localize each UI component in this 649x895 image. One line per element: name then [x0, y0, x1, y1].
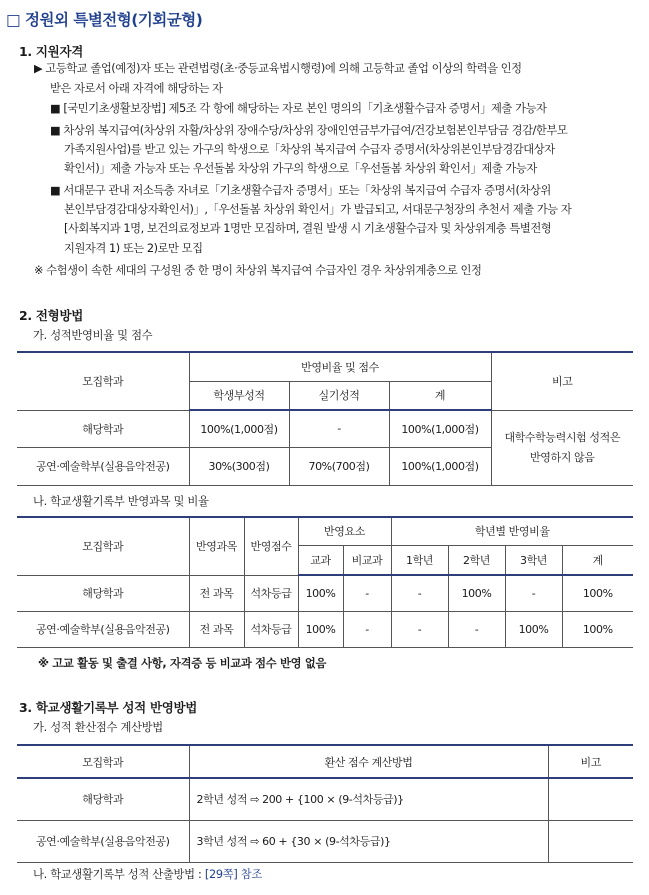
qualification-bullet-2-line1: ■ 차상위 복지급여(차상위 자활/차상위 장애수당/차상위 장애인연금부가급여/건강보험본인부담금 경감/한부모	[50, 124, 568, 137]
qualification-note: ※ 수험생이 속한 세대의 구성원 중 한 명이 차상위 복지급여 수급자인 경우 차상위계층으로 인정	[34, 264, 482, 277]
col-header-practical: 실기성적	[289, 381, 389, 410]
col-header-dept: 모집학과	[17, 745, 189, 778]
col-header-grade-ratio: 학년별 반영비율	[391, 517, 633, 545]
table-row	[17, 611, 633, 647]
col-header-dept: 모집학과	[17, 352, 189, 410]
record-cell: 100%(1,000점)	[189, 410, 289, 447]
score-cell: 석차등급	[244, 575, 298, 611]
col-header-score: 반영점수	[244, 517, 298, 575]
col-header-dept: 모집학과	[17, 517, 189, 575]
dept-cell: 공연·예술학부(실용음악전공)	[17, 611, 189, 647]
table-row	[17, 820, 633, 862]
col-header-record: 학생부성적	[189, 381, 289, 410]
note-cell	[548, 778, 633, 820]
col-header-nonsubject: 비교과	[343, 545, 391, 575]
col-header-sum: 계	[562, 545, 633, 575]
table-row	[17, 575, 633, 611]
score-ratio-table	[17, 351, 633, 486]
subject-cell: 100%	[298, 575, 343, 611]
page-reference-link[interactable]: [29쪽] 참조	[204, 868, 262, 881]
section-2-note: ※ 고교 활동 및 출결 사항, 자격증 등 비교과 점수 반영 없음	[38, 657, 327, 670]
section-3-sub-a: 가. 성적 환산점수 계산방법	[33, 721, 163, 734]
col-header-subject: 교과	[298, 545, 343, 575]
record-subject-table	[17, 516, 633, 648]
section-3-sub-b-label: 나. 학교생활기록부 성적 산출방법 :	[33, 868, 205, 881]
section-2-sub-b: 나. 학교생활기록부 반영과목 및 비율	[33, 495, 209, 508]
dept-cell: 해당학과	[17, 575, 189, 611]
sum-cell: 100%	[562, 611, 633, 647]
table-row	[17, 410, 633, 447]
total-cell: 100%(1,000점)	[389, 447, 491, 485]
total-cell: 100%(1,000점)	[389, 410, 491, 447]
col-header-elements: 반영요소	[298, 517, 391, 545]
nonsubject-cell: -	[343, 611, 391, 647]
section-2-sub-a: 가. 성적반영비율 및 점수	[33, 329, 153, 342]
method-cell: 2학년 성적 ⇨ 200 + {100 × (9-석차등급)}	[189, 778, 548, 820]
note-line-2: 반영하지 않음	[530, 450, 595, 464]
qualification-intro-line2: 받은 자로서 아래 자격에 해당하는 자	[50, 82, 223, 95]
col-header-note: 비고	[491, 352, 633, 410]
col-header-ratio: 반영비율 및 점수	[189, 352, 491, 381]
subjects-cell: 전 과목	[189, 575, 244, 611]
dept-cell: 공연·예술학부(실용음악전공)	[17, 820, 189, 862]
qualification-bullet-3-line3: [사회복지과 1명, 보건의료정보과 1명만 모집하며, 결원 발생 시 기초생활수급자 및 차상위계층 특별전형	[64, 222, 552, 235]
practical-cell: -	[289, 410, 389, 447]
score-conversion-table	[17, 744, 633, 863]
section-3-heading: 3. 학교생활기록부 성적 반영방법	[19, 700, 198, 715]
sum-cell: 100%	[562, 575, 633, 611]
note-cell	[491, 410, 633, 485]
col-header-g1: 1학년	[391, 545, 448, 575]
qualification-intro-line1: ▶ 고등학교 졸업(예정)자 또는 관련법령(초·중등교육법시행령)에 의해 고등학교 졸업 이상의 학력을 인정	[34, 62, 522, 75]
qualification-bullet-3-line4: 지원자격 1) 또는 2)로만 모집	[64, 242, 203, 255]
note-line-1: 대학수학능력시험 성적은	[504, 430, 621, 444]
dept-cell: 공연·예술학부(실용음악전공)	[17, 447, 189, 485]
col-header-note: 비고	[548, 745, 633, 778]
qualification-bullet-2-line2: 가족지원사업)를 받고 있는 가구의 학생으로「차상위 복지급여 수급자 증명서(차상위본인부담경감대상자	[64, 143, 555, 156]
practical-cell: 70%(700점)	[289, 447, 389, 485]
col-header-g3: 3학년	[505, 545, 562, 575]
g1-cell: -	[391, 611, 448, 647]
table-row	[17, 778, 633, 820]
record-cell: 30%(300점)	[189, 447, 289, 485]
subjects-cell: 전 과목	[189, 611, 244, 647]
score-cell: 석차등급	[244, 611, 298, 647]
nonsubject-cell: -	[343, 575, 391, 611]
section-3-sub-b	[33, 866, 262, 882]
g3-cell: -	[505, 575, 562, 611]
dept-cell: 해당학과	[17, 778, 189, 820]
note-cell	[548, 820, 633, 862]
qualification-bullet-3-line1: ■ 서대문구 관내 저소득층 자녀로「기초생활수급자 증명서」또는「차상위 복지급여 수급자 증명서(차상위	[50, 184, 551, 197]
g2-cell: -	[448, 611, 505, 647]
dept-cell: 해당학과	[17, 410, 189, 447]
qualification-bullet-1: ■ [국민기초생활보장법] 제5조 각 항에 해당하는 자로 본인 명의의「기초생활수급자 증명서」제출 가능자	[50, 102, 547, 115]
method-cell: 3학년 성적 ⇨ 60 + {30 × (9-석차등급)}	[189, 820, 548, 862]
col-header-g2: 2학년	[448, 545, 505, 575]
page-title: □ 정원외 특별전형(기회균형)	[6, 11, 203, 29]
col-header-subjects: 반영과목	[189, 517, 244, 575]
col-header-method: 환산 점수 계산방법	[189, 745, 548, 778]
g2-cell: 100%	[448, 575, 505, 611]
section-1-heading: 1. 지원자격	[19, 44, 83, 59]
qualification-bullet-3-line2: 본인부담경감대상자확인서)」,「우선돌봄 차상위 확인서」가 발급되고, 서대문구청장의 추천서 제출 가능 자	[64, 203, 572, 216]
section-2-heading: 2. 전형방법	[19, 308, 83, 323]
col-header-total: 계	[389, 381, 491, 410]
g1-cell: -	[391, 575, 448, 611]
subject-cell: 100%	[298, 611, 343, 647]
qualification-bullet-2-line3: 확인서)」제출 가능자 또는 우선돌봄 차상위 가구의 학생으로「우선돌봄 차상위 확인서」제출 가능자	[64, 162, 537, 175]
g3-cell: 100%	[505, 611, 562, 647]
